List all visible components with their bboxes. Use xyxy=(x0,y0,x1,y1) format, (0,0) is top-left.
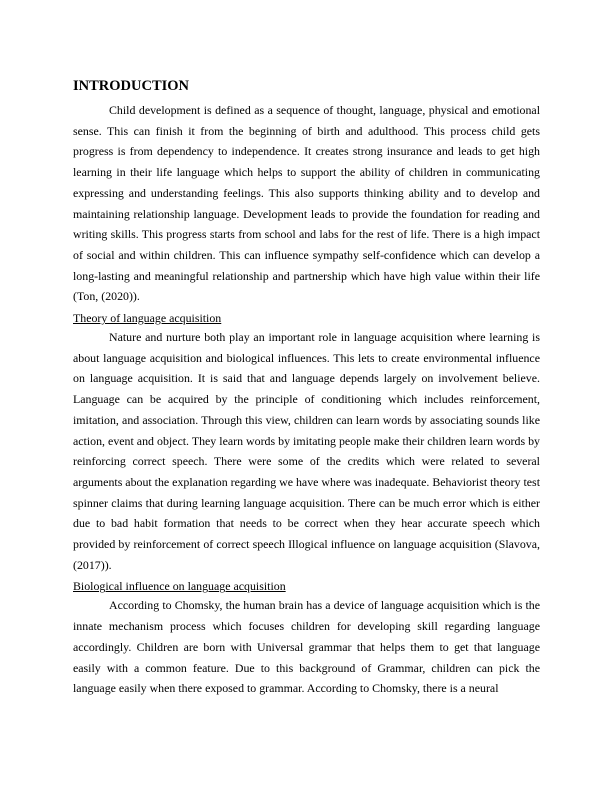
theory-subheading: Theory of language acquisition xyxy=(73,311,222,326)
biological-subheading: Biological influence on language acquisition xyxy=(73,579,286,594)
intro-paragraph: Child development is defined as a sequence of thought, language, physical and emotional sense. This can finish it from the beginning of birth and adulthood. This process child gets progress is from dependency to independence. It creates strong insurance and leads to get high learning in their life language which helps to support the ability of children in communicating expressing and understanding feelings. This also supports thinking ability and to develop and maintaining relationship language. Development leads to provide the foundation for reading and writing skills. This progress starts from school and labs for the rest of life. There is a high impact of social and within children. This can influence sympathy self-confidence which can develop a long-lasting and meaningful relationship and partnership which have high value within their life (Ton, (2020)). xyxy=(73,103,540,304)
biological-paragraph: According to Chomsky, the human brain has a device of language acquisition which is the innate mechanism process which focuses children for developing skill regarding language accordingly. Children are born with Universal grammar that helps them to get that language easily with a common feature. Due to this background of Grammar, children can pick the language easily when there exposed to grammar. According to Chomsky, there is a neural xyxy=(73,598,540,696)
theory-paragraph: Nature and nurture both play an important role in language acquisition where learning is about language acquisition and biological influences. This lets to create environmental influence on language acquisition. It is said that and language depends largely on involvement believe. Language can be acquired by the principle of conditioning which includes reinforcement, imitation, and association. Through this view, children can learn words by associating sounds like action, event and object. They learn words by imitating people make their children learn words by reinforcing correct speech. There were some of the credits which were related to several arguments about the explanation regarding we have where was inadequate. Behaviorist theory test spinner claims that during learning language acquisition. There can be much error which is either due to bad habit formation that needs to be correct when they hear accurate speech which provided by reinforcement of correct speech Illogical influence on language acquisition (Slavova, (2017)). xyxy=(73,330,540,572)
intro-heading: INTRODUCTION xyxy=(73,78,190,94)
document-page xyxy=(73,78,540,699)
